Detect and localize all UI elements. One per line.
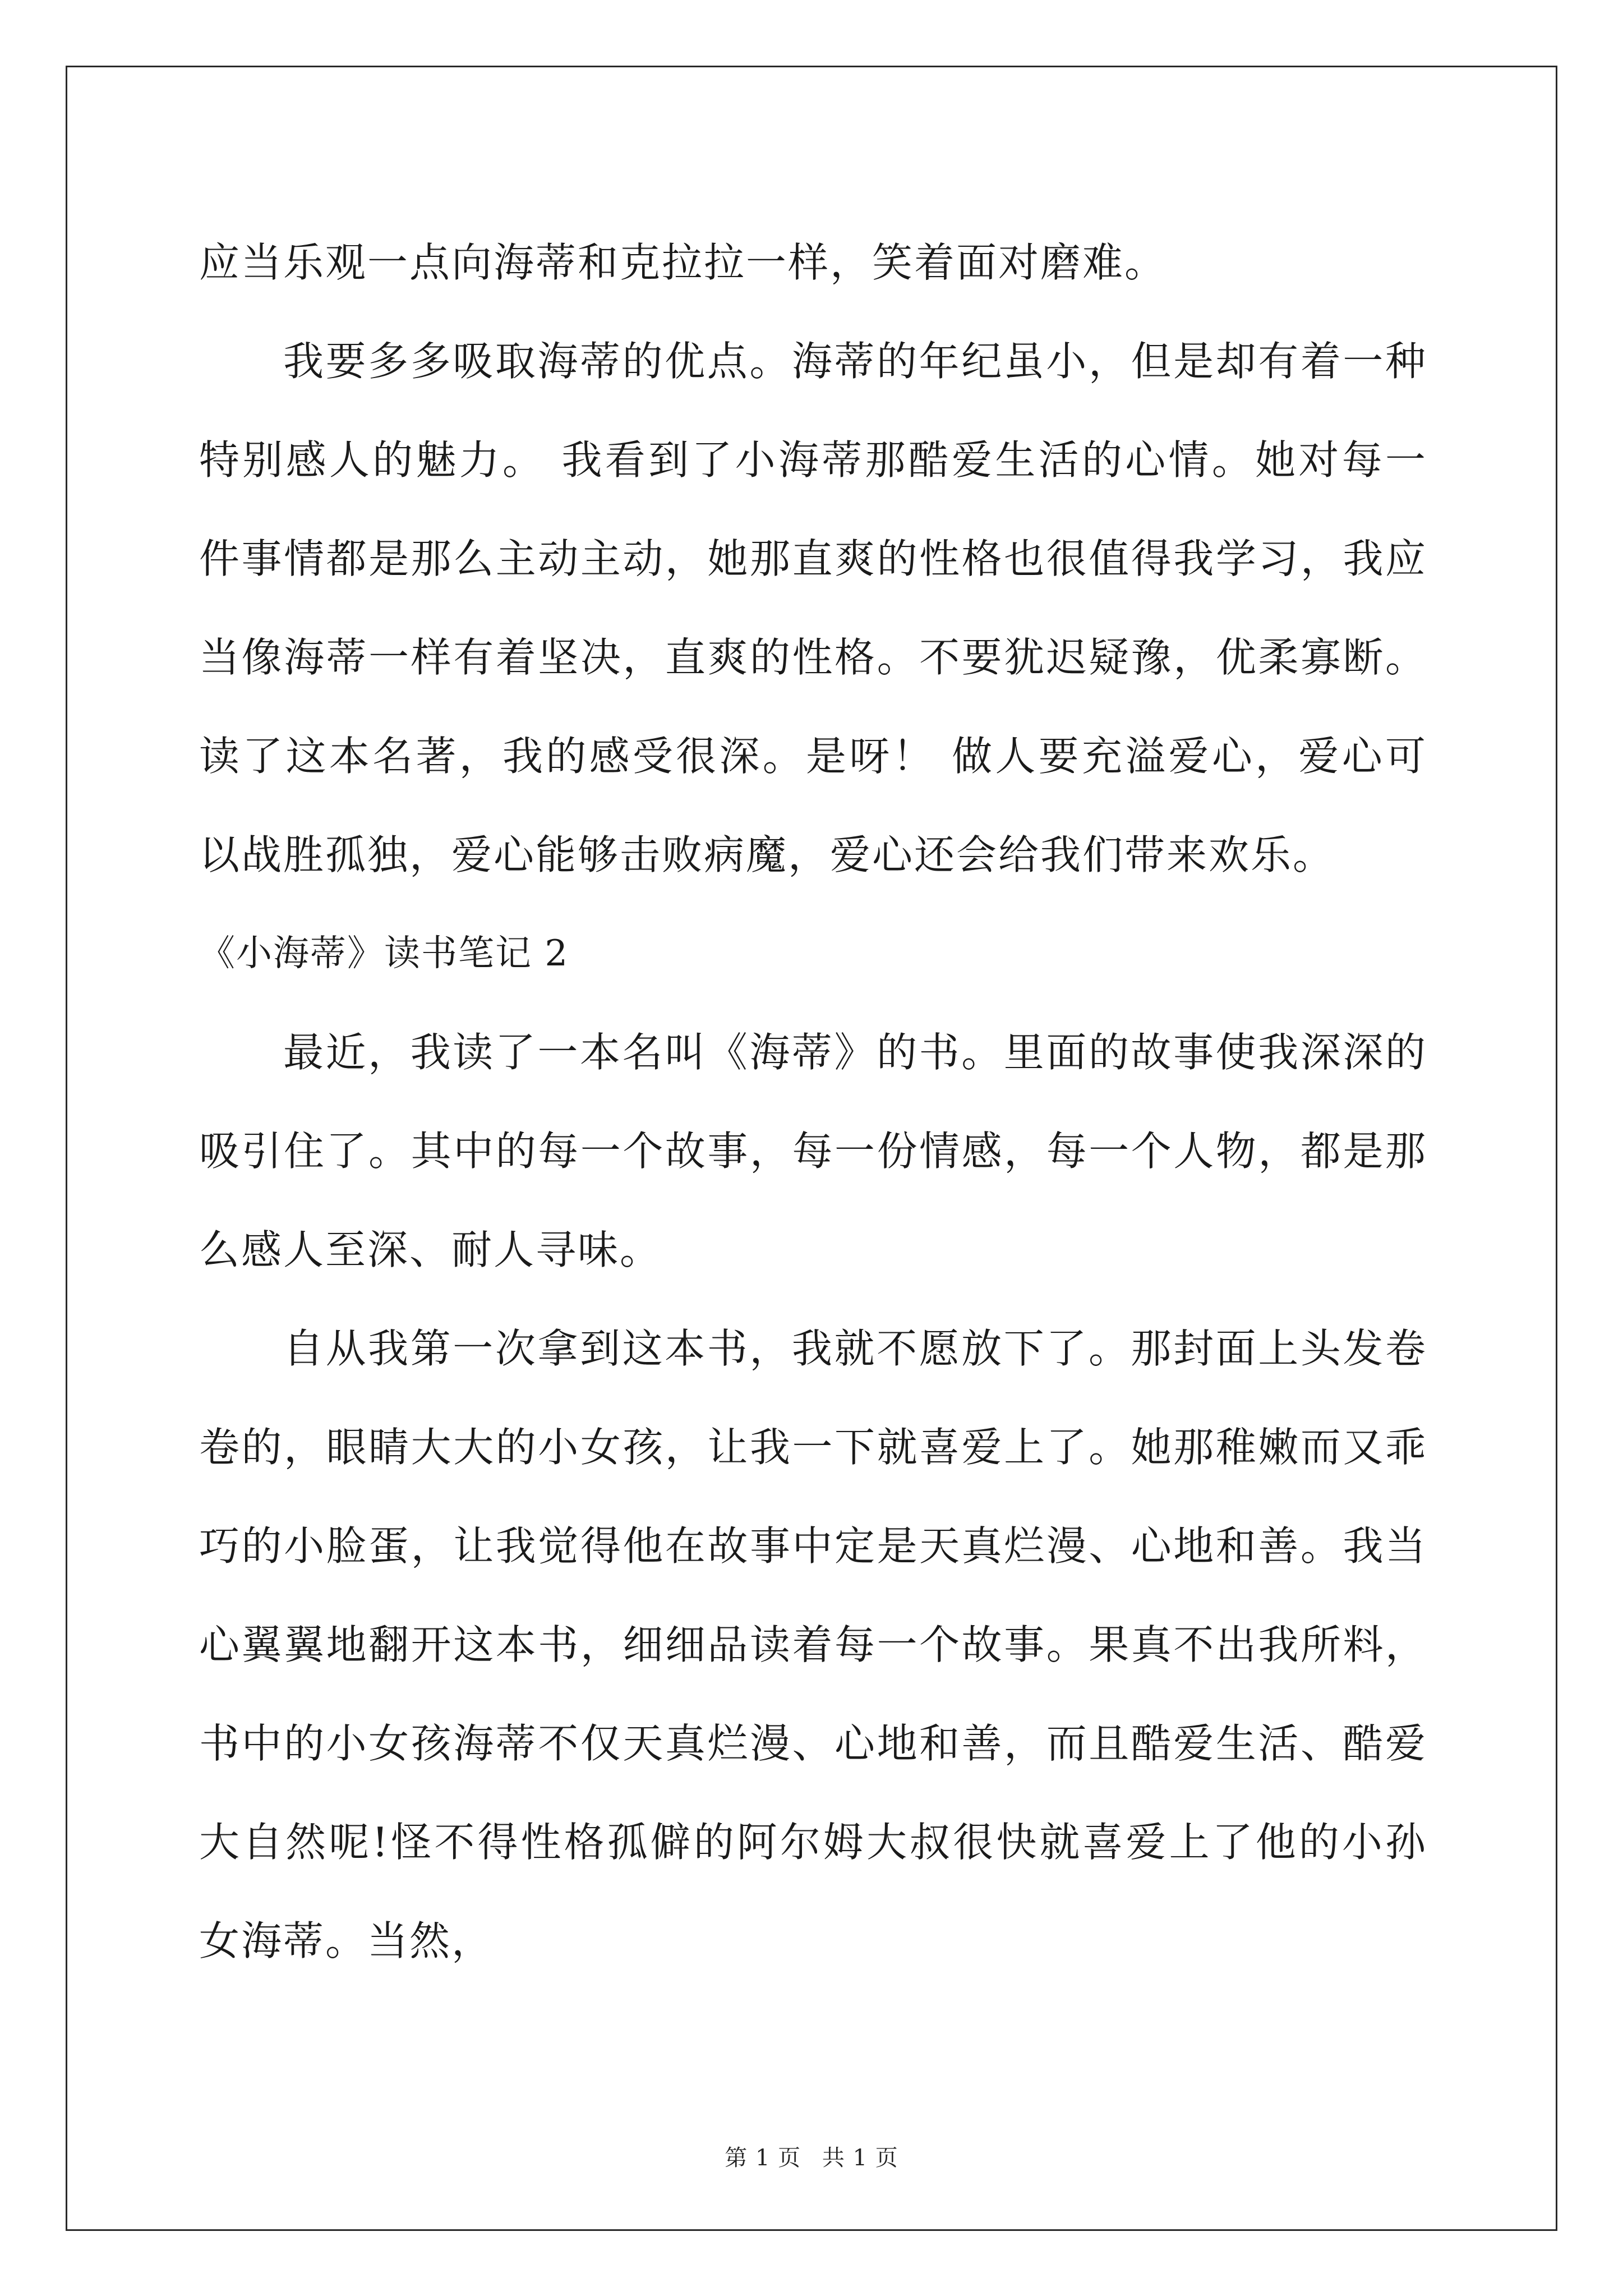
section-heading: 《小海蒂》读书笔记 2 [199,933,569,974]
paragraph-1: 应当乐观一点向海蒂和克拉拉一样，笑着面对磨难。 [199,239,1167,286]
paragraph-2: 我要多多吸取海蒂的优点。海蒂的年纪虽小，但是却有着一种特别感人的魅力。 我看到了小海蒂那酷爱生活的心情。她对每一件事情都是那么主动主动，她那直爽的性格也很值得我学习，我应当像海蒂一样有着坚决，直爽的性格。不要犹迟疑豫，优柔寡断。 读了这本名著，我的感受很深。是呀！ 做人要充溢爱心，爱心可以战胜孤独，爱心能够击败病魔，爱心还会给我们带来欢乐。 [199,338,1427,878]
page-total: 共 1 页 [822,2145,898,2171]
page-footer [0,2140,1623,2172]
paragraph-3: 最近，我读了一本名叫《海蒂》的书。里面的故事使我深深的吸引住了。其中的每一个故事，每一份情感，每一个人物，都是那么感人至深、耐人寻味。 [199,1029,1427,1273]
page-number: 第 1 页 [725,2145,801,2171]
document-body [199,213,1427,1990]
paragraph-4: 自从我第一次拿到这本书，我就不愿放下了。那封面上头发卷卷的，眼睛大大的小女孩，让我一下就喜爱上了。她那稚嫩而又乖巧的小脸蛋，让我觉得他在故事中定是天真烂漫、心地和善。我当心翼翼地翻开这本书，细细品读着每一个故事。果真不出我所料，书中的小女孩海蒂不仅天真烂漫、心地和善，而且酷爱生活、酷爱大自然呢!怪不得性格孤僻的阿尔姆大叔很快就喜爱上了他的小孙女海蒂。当然， [199,1325,1427,1964]
